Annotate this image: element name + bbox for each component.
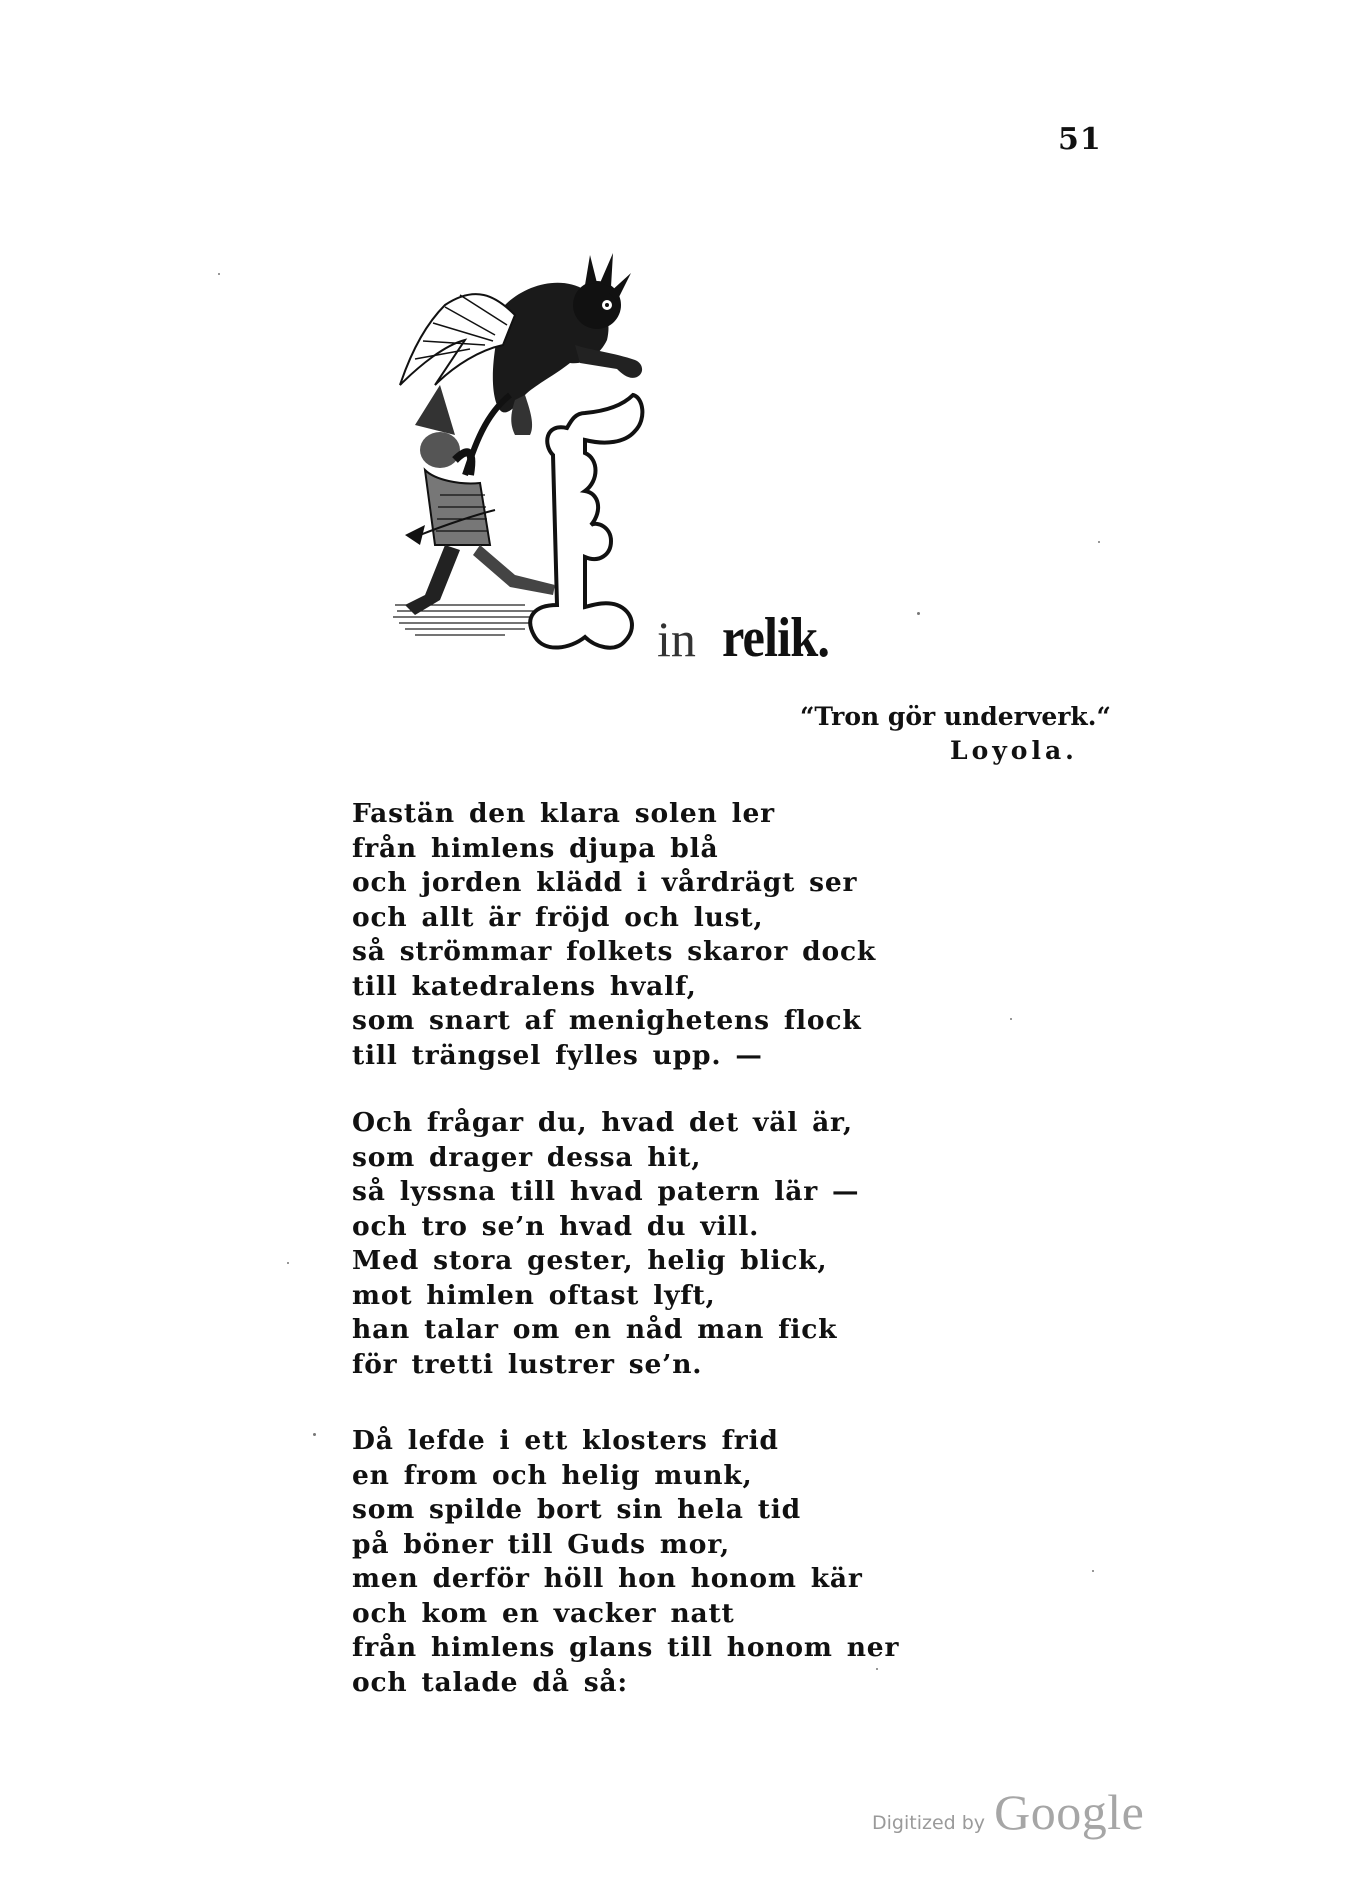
poem-line: så strömmar folkets skaror dock <box>352 936 877 967</box>
poem-line: till katedralens hvalf, <box>352 970 697 1002</box>
poem-line: som spilde bort sin hela tid <box>352 1494 801 1525</box>
poem-line: på böner till Guds mor, <box>352 1528 731 1560</box>
scan-speck <box>917 612 920 615</box>
scan-speck <box>876 1668 878 1670</box>
poem-line: Och frågar du, hvad det väl är, <box>352 1107 853 1138</box>
poem-line: och allt är fröjd och lust, <box>352 901 764 933</box>
poem-title <box>657 606 841 670</box>
poem-line: från himlens djupa blå <box>352 832 719 864</box>
poem-line: till trängsel fylles upp. — <box>352 1039 763 1071</box>
poem-line: han talar om en nåd man fick <box>352 1314 838 1345</box>
scan-speck <box>313 1433 316 1436</box>
poem-line: så lyssna till hvad patern lär — <box>352 1176 860 1207</box>
poem-line: Med stora gester, helig blick, <box>352 1245 828 1276</box>
epigraph-attribution: Loyola. <box>950 736 1078 765</box>
devil-bone-initial-icon <box>385 245 705 665</box>
epigraph-quote: “Tron gör underverk.“ <box>800 702 1111 731</box>
digitized-by-watermark <box>872 1783 1144 1841</box>
poem-line: Då lefde i ett klosters frid <box>352 1425 779 1456</box>
poem-line: och kom en vacker natt <box>352 1597 735 1629</box>
title-main-text: relik. <box>721 607 829 669</box>
poem-line: Fastän den klara solen ler <box>352 798 775 829</box>
poem-line: mot himlen oftast lyft, <box>352 1279 716 1311</box>
scan-speck <box>1092 1570 1094 1572</box>
poem-line: en from och helig munk, <box>352 1459 753 1491</box>
page-number: 51 <box>1058 122 1102 157</box>
digitized-by-label: Digitized by <box>872 1812 986 1834</box>
poem-line: och talade då så: <box>352 1666 628 1698</box>
scan-speck <box>287 1262 289 1264</box>
epigraph <box>800 700 1111 768</box>
poem-line: som drager dessa hit, <box>352 1141 702 1173</box>
scan-speck <box>1010 1018 1012 1020</box>
stanza-1 <box>352 797 876 1073</box>
stanza-3 <box>352 1424 899 1700</box>
poem-line: och jorden klädd i vårdrägt ser <box>352 867 858 898</box>
title-lead-text: in <box>657 611 696 667</box>
scan-speck <box>1098 541 1100 543</box>
poem-line: men derför höll hon honom kär <box>352 1563 863 1594</box>
google-logo-text: Google <box>994 1784 1145 1840</box>
poem-line: för tretti lustrer se’n. <box>352 1348 703 1380</box>
stanza-2 <box>352 1106 859 1382</box>
decorative-initial-illustration <box>385 245 705 665</box>
scan-speck <box>218 273 220 275</box>
poem-line: från himlens glans till honom ner <box>352 1632 900 1663</box>
poem-line: som snart af menighetens flock <box>352 1005 862 1036</box>
poem-line: och tro se’n hvad du vill. <box>352 1210 760 1242</box>
